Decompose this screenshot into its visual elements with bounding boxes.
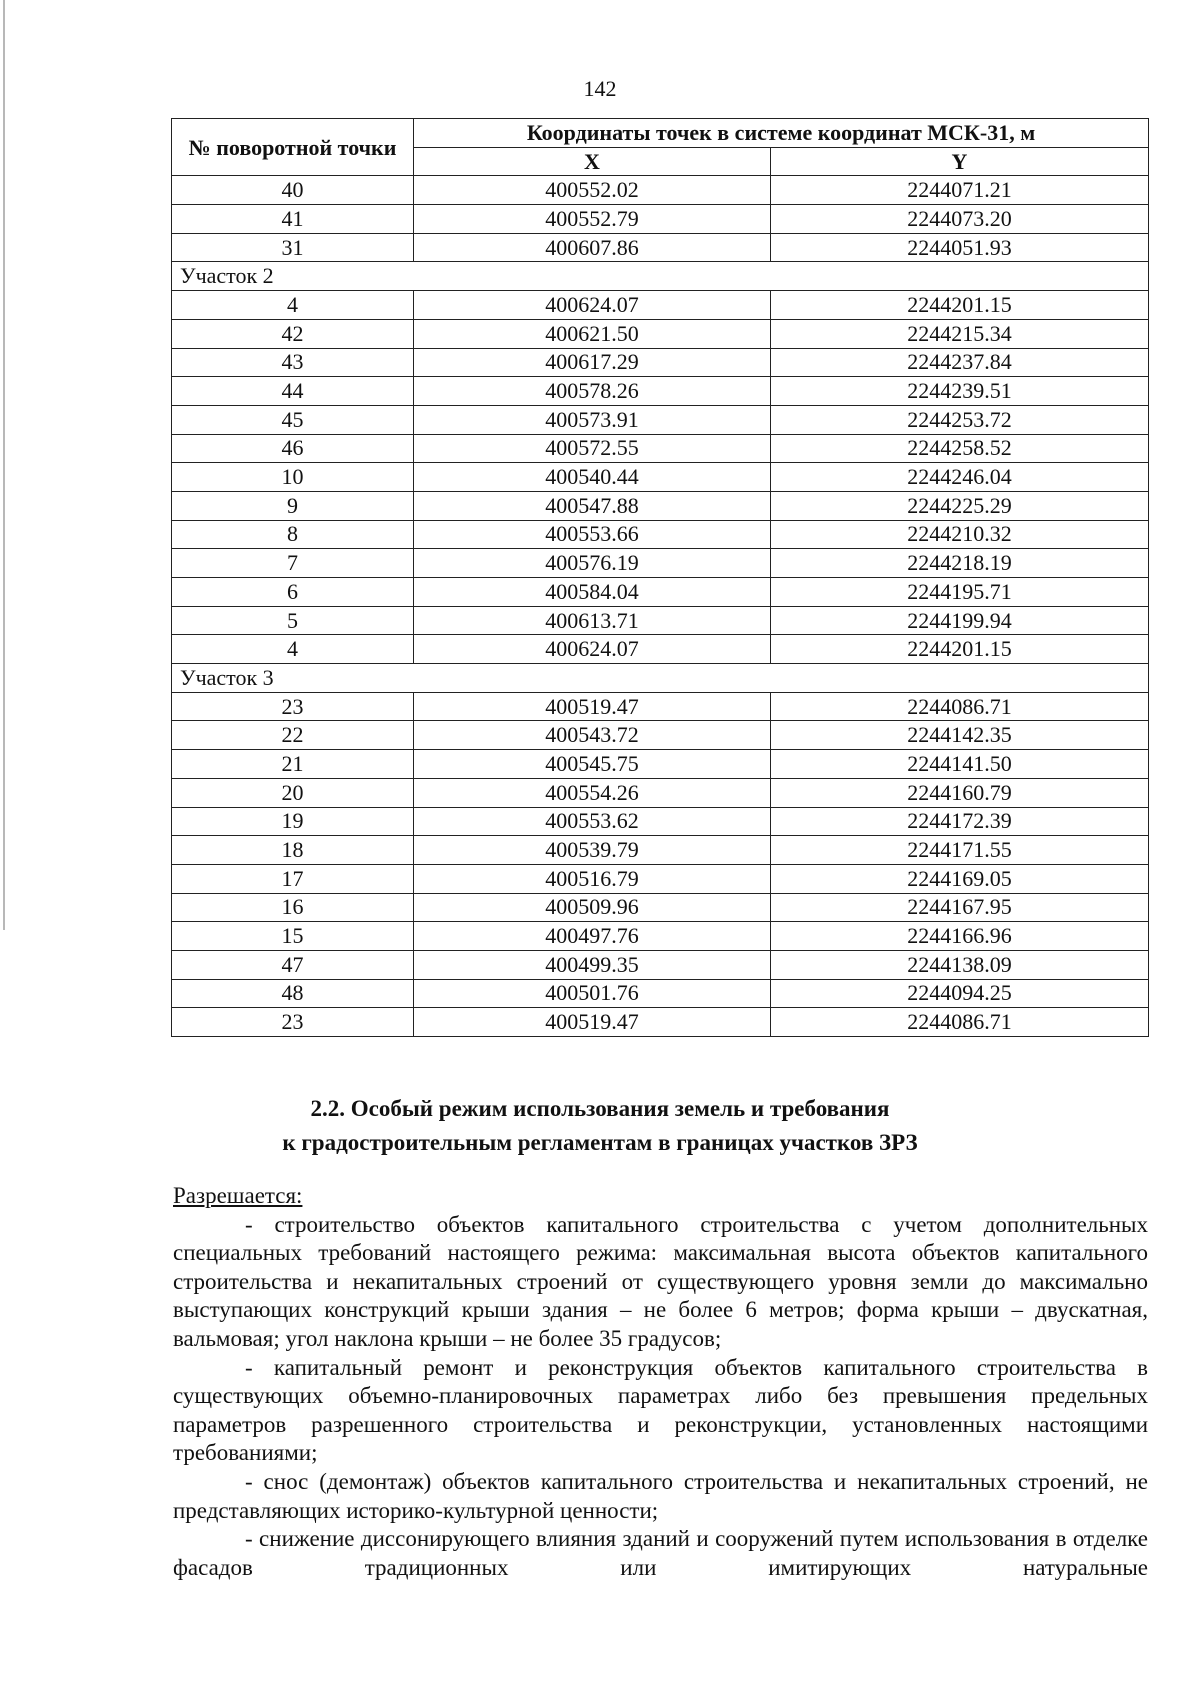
x-coordinate-cell: 400607.86 — [414, 233, 771, 262]
point-number-header: № поворотной точки — [172, 119, 414, 176]
point-number-cell: 6 — [172, 578, 414, 607]
point-number-cell: 31 — [172, 233, 414, 262]
table-row — [172, 692, 1149, 721]
y-coordinate-cell: 2244051.93 — [771, 233, 1149, 262]
table-row — [172, 348, 1149, 377]
point-number-cell: 7 — [172, 549, 414, 578]
x-coordinate-cell: 400573.91 — [414, 405, 771, 434]
y-coordinate-cell: 2244167.95 — [771, 893, 1149, 922]
list-item: - капитальный ремонт и реконструкция объектов капитального строительства в существующих объемно-планировочных параметрах либо без превышения предельных параметров разрешенного строительства и реконструкции, установленных настоящими требованиями; — [173, 1354, 1148, 1466]
y-coordinate-cell: 2244160.79 — [771, 778, 1149, 807]
point-number-cell: 17 — [172, 864, 414, 893]
list-item: - снос (демонтаж) объектов капитального строительства и некапитальных строений, не представляющих историко-культурной ценности; — [173, 1468, 1148, 1523]
point-number-cell: 4 — [172, 291, 414, 320]
table-row — [172, 836, 1149, 865]
table-row — [172, 893, 1149, 922]
x-coordinate-cell: 400624.07 — [414, 635, 771, 664]
section-heading-line-2: к градостроительным регламентам в границах участков ЗРЗ — [282, 1130, 918, 1155]
y-coordinate-cell: 2244141.50 — [771, 750, 1149, 779]
y-column-header: Y — [771, 147, 1149, 176]
table-body — [172, 176, 1149, 1037]
y-coordinate-cell: 2244201.15 — [771, 291, 1149, 320]
table-row — [172, 491, 1149, 520]
x-coordinate-cell: 400501.76 — [414, 979, 771, 1008]
x-coordinate-cell: 400519.47 — [414, 1008, 771, 1037]
point-number-cell: 47 — [172, 950, 414, 979]
y-coordinate-cell: 2244258.52 — [771, 434, 1149, 463]
table-row — [172, 205, 1149, 234]
y-coordinate-cell: 2244246.04 — [771, 463, 1149, 492]
table-row — [172, 864, 1149, 893]
x-coordinate-cell: 400540.44 — [414, 463, 771, 492]
section-heading-line-1: 2.2. Особый режим использования земель и требования — [310, 1096, 890, 1121]
x-coordinate-cell: 400552.02 — [414, 176, 771, 205]
y-coordinate-cell: 2244210.32 — [771, 520, 1149, 549]
y-coordinate-cell: 2244166.96 — [771, 922, 1149, 951]
table-row — [172, 578, 1149, 607]
x-coordinate-cell: 400552.79 — [414, 205, 771, 234]
y-coordinate-cell: 2244239.51 — [771, 377, 1149, 406]
x-coordinate-cell: 400519.47 — [414, 692, 771, 721]
point-number-cell: 42 — [172, 319, 414, 348]
table-row — [172, 405, 1149, 434]
table-row — [172, 463, 1149, 492]
point-number-cell: 43 — [172, 348, 414, 377]
point-number-cell: 40 — [172, 176, 414, 205]
list-item: - снижение диссонирующего влияния зданий и сооружений путем использования в отделке фасадов традиционных или имитирующих натуральные — [173, 1526, 1148, 1580]
x-coordinate-cell: 400539.79 — [414, 836, 771, 865]
table-row — [172, 635, 1149, 664]
table-row — [172, 520, 1149, 549]
x-coordinate-cell: 400516.79 — [414, 864, 771, 893]
y-coordinate-cell: 2244073.20 — [771, 205, 1149, 234]
x-coordinate-cell: 400584.04 — [414, 578, 771, 607]
list-item: - строительство объектов капитального строительства с учетом дополнительных специальных требований настоящего режима: максимальная высота объектов капитального строительства и некапитальных строений от существующего уровня земли до максимально выступающих конструкций крыши здания – не более 6 метров; форма крыши – двускатная, вальмовая; угол наклона крыши – не более 35 градусов; — [173, 1211, 1148, 1351]
point-number-cell: 19 — [172, 807, 414, 836]
y-coordinate-cell: 2244071.21 — [771, 176, 1149, 205]
y-coordinate-cell: 2244094.25 — [771, 979, 1149, 1008]
table-row — [172, 750, 1149, 779]
scan-edge-line — [3, 0, 5, 930]
point-number-cell: 18 — [172, 836, 414, 865]
y-coordinate-cell: 2244253.72 — [771, 405, 1149, 434]
table-row — [172, 950, 1149, 979]
section-row — [172, 664, 1149, 693]
section-heading — [0, 1092, 1200, 1160]
point-number-cell: 46 — [172, 434, 414, 463]
y-coordinate-cell: 2244138.09 — [771, 950, 1149, 979]
y-coordinate-cell: 2244086.71 — [771, 692, 1149, 721]
y-coordinate-cell: 2244171.55 — [771, 836, 1149, 865]
table-row — [172, 549, 1149, 578]
point-number-cell: 41 — [172, 205, 414, 234]
section-row — [172, 262, 1149, 291]
table-row — [172, 319, 1149, 348]
point-number-cell: 9 — [172, 491, 414, 520]
y-coordinate-cell: 2244201.15 — [771, 635, 1149, 664]
table-row — [172, 778, 1149, 807]
allowed-label: Разрешается: — [173, 1183, 303, 1208]
x-coordinate-cell: 400499.35 — [414, 950, 771, 979]
y-coordinate-cell: 2244086.71 — [771, 1008, 1149, 1037]
point-number-cell: 16 — [172, 893, 414, 922]
table-row — [172, 377, 1149, 406]
x-coordinate-cell: 400509.96 — [414, 893, 771, 922]
body-text — [173, 1182, 1148, 1582]
table-row — [172, 176, 1149, 205]
y-coordinate-cell: 2244225.29 — [771, 491, 1149, 520]
point-number-cell: 45 — [172, 405, 414, 434]
x-coordinate-cell: 400547.88 — [414, 491, 771, 520]
point-number-cell: 44 — [172, 377, 414, 406]
x-coordinate-cell: 400553.62 — [414, 807, 771, 836]
section-label: Участок 3 — [172, 664, 1149, 693]
table-row — [172, 291, 1149, 320]
x-coordinate-cell: 400545.75 — [414, 750, 771, 779]
point-number-cell: 23 — [172, 1008, 414, 1037]
point-number-cell: 5 — [172, 606, 414, 635]
table-header-row — [172, 119, 1149, 148]
y-coordinate-cell: 2244199.94 — [771, 606, 1149, 635]
table-row — [172, 434, 1149, 463]
x-coordinate-cell: 400624.07 — [414, 291, 771, 320]
point-number-cell: 4 — [172, 635, 414, 664]
point-number-cell: 20 — [172, 778, 414, 807]
point-number-cell: 8 — [172, 520, 414, 549]
x-coordinate-cell: 400543.72 — [414, 721, 771, 750]
table-row — [172, 979, 1149, 1008]
x-coordinate-cell: 400578.26 — [414, 377, 771, 406]
y-coordinate-cell: 2244215.34 — [771, 319, 1149, 348]
page-number: 142 — [583, 76, 617, 101]
y-coordinate-cell: 2244218.19 — [771, 549, 1149, 578]
table-row — [172, 922, 1149, 951]
table-row — [172, 807, 1149, 836]
table-row — [172, 1008, 1149, 1037]
coordinates-table — [171, 118, 1149, 1037]
y-coordinate-cell: 2244169.05 — [771, 864, 1149, 893]
x-coordinate-cell: 400497.76 — [414, 922, 771, 951]
y-coordinate-cell: 2244237.84 — [771, 348, 1149, 377]
x-coordinate-cell: 400613.71 — [414, 606, 771, 635]
section-label: Участок 2 — [172, 262, 1149, 291]
point-number-cell: 48 — [172, 979, 414, 1008]
point-number-cell: 21 — [172, 750, 414, 779]
table-row — [172, 233, 1149, 262]
x-coordinate-cell: 400576.19 — [414, 549, 771, 578]
y-coordinate-cell: 2244172.39 — [771, 807, 1149, 836]
x-coordinate-cell: 400553.66 — [414, 520, 771, 549]
y-coordinate-cell: 2244142.35 — [771, 721, 1149, 750]
coordinates-header: Координаты точек в системе координат МСК-31, м — [414, 119, 1149, 148]
x-coordinate-cell: 400621.50 — [414, 319, 771, 348]
table-row — [172, 606, 1149, 635]
x-column-header: X — [414, 147, 771, 176]
point-number-cell: 23 — [172, 692, 414, 721]
x-coordinate-cell: 400617.29 — [414, 348, 771, 377]
point-number-cell: 10 — [172, 463, 414, 492]
point-number-cell: 15 — [172, 922, 414, 951]
y-coordinate-cell: 2244195.71 — [771, 578, 1149, 607]
table-row — [172, 721, 1149, 750]
x-coordinate-cell: 400554.26 — [414, 778, 771, 807]
x-coordinate-cell: 400572.55 — [414, 434, 771, 463]
point-number-cell: 22 — [172, 721, 414, 750]
